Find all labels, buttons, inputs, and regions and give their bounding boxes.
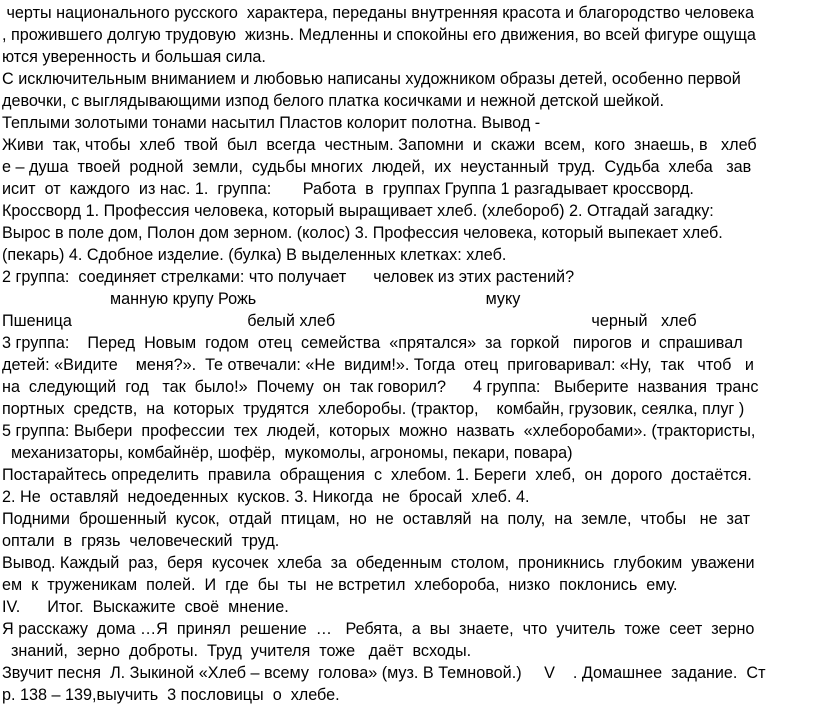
text-line-8: е – душа твоей родной земли, судьбы многих людей, их неустанный труд. Судьба хлеба зав (2, 158, 752, 176)
text-line-12: (пекарь) 4. Сдобное изделие. (булка) В выделенных клетках: хлеб. (2, 246, 507, 264)
text-line-5: девочки, с выглядывающими изпод белого платка косичками и нежной детской шейкой. (2, 92, 665, 110)
text-line-27: ем к труженикам полей. И где бы ты не встретил хлебороба, низко поклонись ему. (2, 576, 678, 594)
text-line-26: Вывод. Каждый раз, беря кусочек хлеба за обеденным столом, проникнись глубоким уважени (2, 554, 755, 572)
text-line-11: Вырос в поле дом, Полон дом зерном. (колос) 3. Профессия человека, который выпекает хлеб. (2, 224, 723, 242)
text-line-31: Звучит песня Л. Зыкиной «Хлеб – всему голова» (муз. В Темновой.) V . Домашнее задание. Ст (2, 664, 766, 682)
text-line-22: Постарайтесь определить правила обращения с хлебом. 1. Береги хлеб, он дорого достаётся. (2, 466, 752, 484)
text-line-2: , прожившего долгую трудовую жизнь. Медленны и спокойны его движения, во всей фигуре ощуща (2, 26, 756, 44)
text-line-15: Пшеница белый хлеб черный хлеб (2, 312, 697, 330)
text-line-20: 5 группа: Выбери профессии тех людей, которых можно назвать «хлеборобами». (трактористы, (2, 422, 756, 440)
text-line-1: черты национального русского характера, переданы внутренняя красота и благородство человека (2, 4, 754, 22)
text-line-23: 2. Не оставляй недоеденных кусков. 3. Никогда не бросай хлеб. 4. (2, 488, 530, 506)
text-line-14: манную крупу Рожь муку (2, 290, 521, 308)
text-line-17: детей: «Видите меня?». Те отвечали: «Не видим!». Тогда отец приговаривал: «Ну, так чтоб и (2, 356, 754, 374)
text-line-25: оптали в грязь человеческий труд. (2, 532, 280, 550)
text-line-9: исит от каждого из нас. 1. группа: Работа в группах Группа 1 разгадывает кроссворд. (2, 180, 694, 198)
text-line-21: механизаторы, комбайнёр, шофёр, мукомолы, агрономы, пекари, повара) (2, 444, 573, 462)
text-line-4: С исключительным вниманием и любовью написаны художником образы детей, особенно первой (2, 70, 741, 88)
text-line-7: Живи так, чтобы хлеб твой был всегда честным. Запомни и скажи всем, кого знаешь, в хлеб (2, 136, 757, 154)
text-line-18: на следующий год так было!» Почему он так говорил? 4 группа: Выберите названия транс (2, 378, 759, 396)
text-line-13: 2 группа: соединяет стрелками: что получает человек из этих растений? (2, 268, 575, 286)
text-line-24: Подними брошенный кусок, отдай птицам, но не оставляй на полу, на земле, чтобы не зат (2, 510, 751, 528)
text-line-10: Кроссворд 1. Профессия человека, который выращивает хлеб. (хлебороб) 2. Отгадай загадку: (2, 202, 714, 220)
text-line-6: Теплыми золотыми тонами насытил Пластов колорит полотна. Вывод - (2, 114, 541, 132)
text-line-3: ются уверенность и большая сила. (2, 48, 266, 66)
text-line-29: Я расскажу дома …Я принял решение … Ребята, а вы знаете, что учитель тоже сеет зерно (2, 620, 755, 638)
text-line-32: р. 138 – 139,выучить 3 пословицы о хлебе. (2, 686, 340, 704)
text-line-16: 3 группа: Перед Новым годом отец семейства «прятался» за горкой пирогов и спрашивал (2, 334, 743, 352)
text-line-28: IV. Итог. Выскажите своё мнение. (2, 598, 289, 616)
text-line-19: портных средств, на которых трудятся хлеборобы. (трактор, комбайн, грузовик, сеялка, плуг ) (2, 400, 745, 418)
text-line-30: знаний, зерно доброты. Труд учителя тоже даёт всходы. (2, 642, 472, 660)
